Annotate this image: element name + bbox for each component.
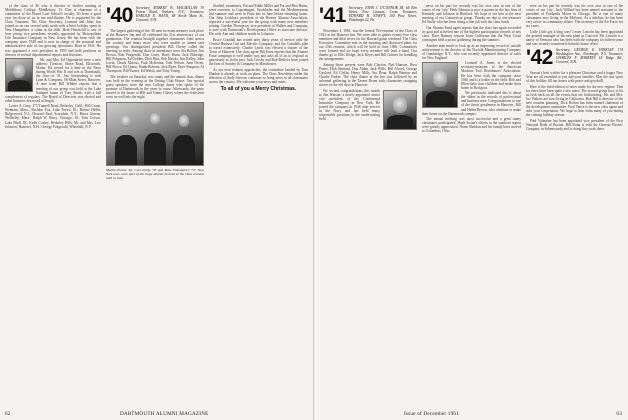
left-col-3 [209, 4, 308, 402]
right-col-1 [319, 4, 417, 402]
left-col1-paragraph-1: of the class of '46 who is director of teacher training at Middlebury College, Middlebury, Vt. Don is chairman of a committee of the Bread Loaf School's faculty. It's been a good year for those of us in our mid-thirties. He is supported by the Class Treasurer. The Class Secretary, Leonard and John, has joined us on our several treks north with a brief holiday spent in New Hampshire, a cabin in the hills. Herb Hinchcliff is one of four young vice presidents recently appointed by Metropolitan Life Insurance Company in New Jersey. He has been with the company since 1948 and is now in charge of the actuarial and administrative side of our growing operations. Born in 1941. He was appointed a vice president in 1959 and held positions as director of several departmental reports and divisions. [5, 4, 101, 57]
right-col-2 [422, 4, 521, 402]
class-header-42 [526, 48, 623, 68]
class-secretary-42: Secretary, GEORGE E. HINKLEY 174 Washington Ave., Newburgh, N.Y. Treasurer, CHARLES F. ROBERTS 18 Ridge Rd., Concord, N.H. [555, 48, 623, 65]
right-col1-paragraph-2: Among those present were Bob Clayton, Ned Hanson, Russ Peters, Dick Bernard, Don Alden, Jack Wills, Bill Alvord, George Gaylord, Ed Coffin, Henry Mills, Stu Dean, Ralph Benson and Charlie Parker. The class dinner at the Inn was followed by an informal gathering in the Tavern Room with classmates swapping stories of the old days in Hanover. [319, 62, 417, 88]
right-col3-paragraph-3: Season's best wishes for a pleasant Christmas and a happy New Year are all extended to you and your families. May the true spirit of this holiday fill our hearts with peace and goodwill. [526, 71, 623, 84]
left-col3-paragraph-2: Bruce Crandall has retired after thirty years of service with the Central Hudson Gas and Electric Company, and the Crandalls plan to travel extensively. Charlie Leach was elected a trustee of the Town of Hanover. Our class agent Bill Ernst reports that the Alumni Fund campaign is well under way and asks all of us to respond as generously as in the past. Jack Crosby and Bob Bellows have joined the firm of Stanley & Company in Manchester. [209, 37, 308, 67]
left-col-1 [5, 4, 101, 402]
class-secretary-41: Secretary, JOHN J. O'CONNOR JR. 66 Elm Street, New Canaan, Conn. Treasurer, EDWARD B. STAFFY, 100 Pine Street, Pittsburgh 22, Pa. [348, 6, 417, 23]
right-col-3 [526, 4, 623, 402]
portrait-photo [5, 58, 33, 92]
group-photo-caption: Martin Fieton '40, Carl Pyrke '33 and Ross Fitzmaurice '37, New York men, were part of the large alumni turnout at the class reunion held in June. [106, 168, 204, 181]
right-col2-paragraph-2: Our Alumni Fund agent reports that the class has again exceeded its goal and achieved one of the highest participation records of any class. Dave Ramsey reports from California that the West Coast contingent held a picnic gathering during the summer. [422, 25, 521, 42]
portrait-photo-2 [383, 90, 417, 130]
right-col3-paragraph-4: Here is the third edition of news made for the new regime. That for there have been quite a few notes. The second group first, to let us look back on all the events that are forthcoming. Mr. and Mrs. Joe Walters are now living in California. Bob Hill is director of the new reunion planning. Dick Bolton has been named chairman of the development committee. Fred Vance is the new class agent and asks your cooperation. We hope to hear from many of you during the coming holiday season. [526, 84, 623, 118]
right-col1-paragraph-3: We second congratulations this month to Jim Watson, a newly appointed senior vice president of the Continental Insurance Company in New York. He joined the company in 1946 after service in the Navy and has held many responsible positions in the underwriting field. [319, 88, 380, 122]
left-col-2 [106, 4, 204, 402]
left-col2-paragraph-2: The weather on Saturday was sunny and the annual class dinner was held in the evening at the Outing Club House. Our special guest speakers were the new College deans who spoke of the promise of Dartmouth in the years to come. Afterwards, the party moved to the home of Bill and Ginny Cherry where the festivities went on well into the night. [106, 75, 204, 100]
right-col2-paragraph-4: Leonard A. Jones is the elected secretary-treasurer of the American Machine Tool Distributors' Association. He has been with the company since 1946 and is a leader in the field. Bob and Ellen have four children and make their home in Rockport. [461, 61, 521, 90]
left-col3-paragraph-3: As our next reunion approaches, the committee headed by Tom Dunbar is already at work on plans. The Class Newsletter under the direction of Andy Stevens continues to bring news to all classmates across the country. We welcome your news and notes. [209, 67, 308, 85]
right-page [314, 0, 628, 420]
right-col3-paragraph-1: seen on his part he recently was his own case in one of the courts of our 'city.' Jack Willard has been named assistant to the president of Fairbanks Morse in Chicago. He is one of many classmates now living in the Midwest. As a sideline, he has been very active in community affairs. The secretary of the Air Force for six years. [526, 4, 623, 29]
christmas-greeting: To all of you a Merry Christmas. [220, 86, 297, 93]
right-col2-paragraph-6: The annual meeting was most successful and a great many classmates participated. Hank Swain's efforts in the southern region were greatly appreciated. Norm Sheldon and his family have moved to Columbus, Ohio. [422, 117, 521, 134]
issue-line: Issue of December 1961 [404, 411, 459, 417]
right-col2-paragraph-3: Another man much to look up as an improving record of outside achievement is the director of the Norfolk Manufacturing Company of Cambridge, N.Y., who was recently appointed director of sales for New England. [422, 43, 521, 60]
class-secretary-40: Secretary, ROBERT W. MACMILLAN 70 Forest Road, Yonkers, N.Y.; Treasurer, HAROLD E. HANN, 68 North Main St., Concord, N.H. [135, 6, 204, 23]
left-col3-paragraph-1: Studied, sometimes, Pat and Eddie Miller and Pat and Bert Hains, went overseas to Copenhagen, Stockholm and the Mediterranean last summer and were in Paris late in June before returning home. Our John Lockhart, president of the Boston Alumni Association, reported a successful year for the group with many new members joining. Gordon Thompson, vice president of Walker and Company, is now with Dartmouth's Development Office as associate director. His wife Ann and children reside in Lebanon. [209, 4, 308, 37]
group-photo [106, 102, 204, 166]
left-page-number: 62 [5, 411, 11, 417]
right-col1-paragraph-1: November 4, 1961, was the formal 'Pre-reunion' of the Class of 1941 at the Hanover Inn. We were able to gather twenty-five class members and their wives for the Harvard game weekend. The Class Executive Committee met in the morning and discussed plans for our 25th reunion, which will be held in June 1966. Committees were formed and we hope every member will lend a hand. Our thanks go to Ellis Dodge, Jack Keyes and Bill Grimes for handling the arrangements. [319, 29, 417, 62]
class-header-41 [319, 6, 417, 26]
portrait-photo-3 [422, 62, 458, 108]
right-col2-paragraph-5: We previously indicated this is about the oldest in the records of professional and business men. Congratulations to one of the finest gentlemen in Hanover, Bill and Helen Brown, who continue to make their home on the Dartmouth campus. [422, 91, 521, 116]
right-col2-paragraph-1: news on his part for recently was his own case in one of the courts of our 'city.' Herb Johnson is now a partner in the law firm of Kennedy and Johnson in Hartford. We hope to see him at the next meeting of our Connecticut group. Thanks are due to our treasurer Ed Staffy who has been doing a fine job with the class funds. [422, 4, 521, 25]
left-col1-list: Lester A. Gray, 175 Tunnell Road, Berkeley, Calif.; Bill Crane, Wenham, Mass.; Sheldon Fox, Lake Forest, Ill.; Robert Heller, Ridgewood, N.J.; Howard Paul, Scarsdale, N.Y.; Bruce Greene, Wellesley, Mass.; Ralph W. Barry, Chicago, Ill.; Tom Corson, Lake Bluff, Ill.; Keith Conley, Berkeley Hills; Mr. and Mrs. Lew Johnson, Hanover, N.H.; George Fitzgerald, Whitehall, N.Y. [5, 104, 101, 129]
right-col3-paragraph-2: Little Little got a long way! Lester Lincoln has been appointed the general manager of the new plant in Concord. Mr. Lincoln is a native of Vermont who has been with the company for fifteen years and was recently transferred from the home office. [526, 29, 623, 47]
magazine-title: DARTMOUTH ALUMNI MAGAZINE [120, 411, 209, 417]
right-col3-paragraph-5: Paul Valentine has been appointed vice president of the First National Bank of Boston. Bill Dunn is with the General Electric Company in Schenectady and is doing fine work there. [526, 118, 623, 131]
left-col2-paragraph-1: The largest gathering of the '40 men in recent memory took place at the Hanover Inn and all celebrated the 21st anniversary of our graduation. The reunion brought together classmates from across the country and many more who were unable to attend sent greetings. Our distinguished president Bill Cherry called the meeting to order. Among those in attendance were Stu Bolton, Jim Brown, Bob Fitzgerald, Don Carey, Harry Dunn, Jack Eldredge, Bill Ferguson, Ed Golden, Dick Hart, Bob Hawks, Jim Kelley, John Lavin, Chuck Marcus, Paul McKenna, Tom Nelson, Sam Owen, Bill Pierce, Ed Quinn, Frank Roberts, Jack Ryan, Dave Simpson, Al Thompson, Bill Turner, Ed Walsh, and Tony Young. [106, 29, 204, 74]
class-year-42: '42 [526, 48, 553, 69]
class-year-40: '40 [106, 6, 133, 26]
right-page-number: 63 [616, 411, 622, 417]
class-year-41: '41 [319, 6, 346, 26]
left-col1-paragraph-2: Mr. and Mrs. Ed Oppenheim have a new address: Tiverton, Shore Road, Ellsworth, Maine. Ed served for a time in the Navy during World War II and was at Dartmouth, the class of '41. Jim Gerstenberg is with Lane & Company, 68 Main Street, Hanover. A note from Bill Wibber reports that a meeting of our group was held at the Lake Sunapee home of Tom Smith, with a full complement of regulars. The Board of Directors was elected and other business discussed at length. [5, 58, 101, 103]
class-header-40 [106, 6, 204, 26]
